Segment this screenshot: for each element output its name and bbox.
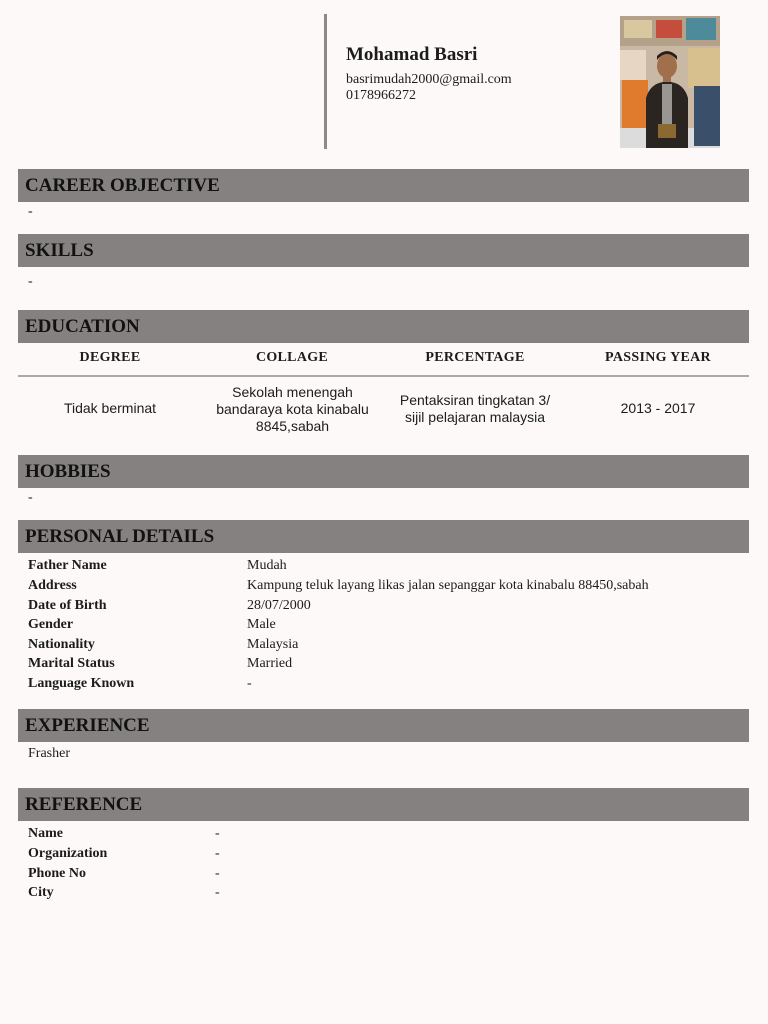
- edu-year: 2013 - 2017: [620, 400, 696, 416]
- edu-college-line: bandaraya kota kinabalu: [216, 401, 369, 417]
- section-hobbies: HOBBIES: [18, 455, 749, 488]
- pd-label-gender: Gender: [28, 617, 74, 632]
- hobbies-content: -: [28, 490, 33, 505]
- ref-label-organization: Organization: [28, 846, 108, 861]
- edu-percentage: [385, 392, 565, 426]
- pd-label-dob: Date of Birth: [28, 598, 107, 613]
- ref-label-name: Name: [28, 826, 63, 841]
- pd-value-address: Kampung teluk layang likas jalan sepanggar kota kinabalu 88450,sabah: [247, 578, 649, 593]
- skills-content: -: [28, 274, 33, 289]
- profile-photo: [620, 16, 720, 148]
- section-skills: SKILLS: [18, 234, 749, 267]
- candidate-email: basrimudah2000@gmail.com: [346, 72, 512, 87]
- edu-col-percentage: PERCENTAGE: [425, 350, 525, 365]
- ref-value-organization: -: [215, 846, 220, 861]
- pd-value-dob: 28/07/2000: [247, 598, 311, 613]
- ref-label-city: City: [28, 885, 54, 900]
- candidate-phone: 0178966272: [346, 88, 416, 103]
- ref-value-name: -: [215, 826, 220, 841]
- edu-college: [200, 384, 385, 435]
- pd-value-language-known: -: [247, 676, 252, 691]
- edu-degree: Tidak berminat: [63, 400, 157, 416]
- edu-college-line: Sekolah menengah: [232, 384, 353, 400]
- section-education: EDUCATION: [18, 310, 749, 343]
- edu-percentage-line: Pentaksiran tingkatan 3/: [399, 392, 551, 408]
- section-experience: EXPERIENCE: [18, 709, 749, 742]
- section-reference: REFERENCE: [18, 788, 749, 821]
- pd-value-father-name: Mudah: [247, 558, 287, 573]
- edu-header-rule: [18, 375, 749, 377]
- section-personal-details: PERSONAL DETAILS: [18, 520, 749, 553]
- pd-value-nationality: Malaysia: [247, 637, 299, 652]
- pd-label-address: Address: [28, 578, 77, 593]
- pd-label-language-known: Language Known: [28, 676, 135, 691]
- edu-percentage-line: sijil pelajaran malaysia: [404, 409, 546, 425]
- pd-value-gender: Male: [247, 617, 276, 632]
- section-career-objective: CAREER OBJECTIVE: [18, 169, 749, 202]
- pd-label-father-name: Father Name: [28, 558, 107, 573]
- ref-value-city: -: [215, 885, 220, 900]
- edu-col-passing-year: PASSING YEAR: [605, 350, 711, 365]
- ref-value-phone-no: -: [215, 866, 220, 881]
- edu-col-degree: DEGREE: [79, 350, 141, 365]
- edu-col-college: COLLAGE: [255, 350, 329, 365]
- ref-label-phone-no: Phone No: [28, 866, 86, 881]
- candidate-name: Mohamad Basri: [346, 44, 478, 65]
- pd-value-marital-status: Married: [247, 656, 293, 671]
- edu-college-line: 8845,sabah: [255, 418, 330, 434]
- experience-content: Frasher: [28, 746, 70, 761]
- pd-label-nationality: Nationality: [28, 637, 95, 652]
- career-objective-content: -: [28, 204, 33, 219]
- header-divider: [324, 14, 327, 149]
- pd-label-marital-status: Marital Status: [28, 656, 115, 671]
